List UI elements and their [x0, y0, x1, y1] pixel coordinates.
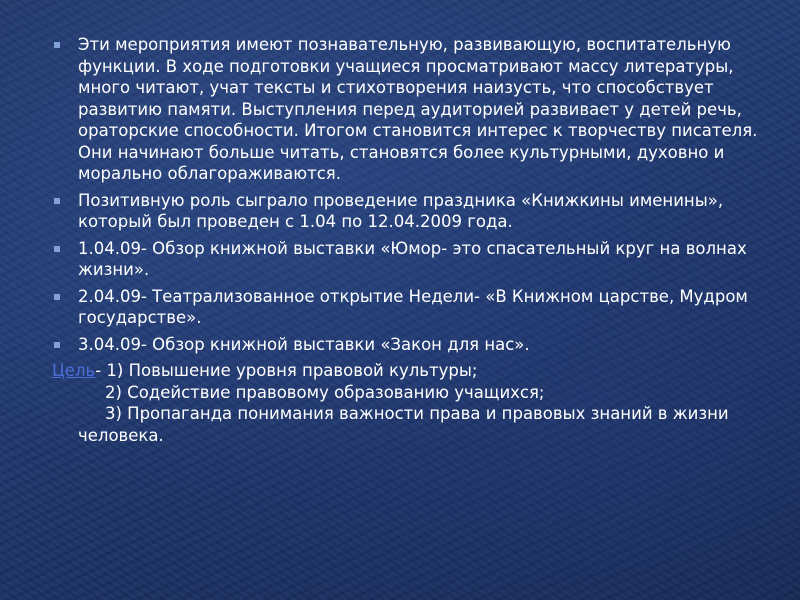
square-bullet-icon	[54, 294, 60, 300]
bullet-text: 2.04.09- Театрализованное открытие Недели- «В Книжном царстве, Мудром государстве».	[78, 286, 748, 327]
goal-text-3: 3) Пропаганда понимания важности права и правовых знаний в жизни человека.	[78, 404, 729, 445]
square-bullet-icon	[54, 42, 60, 48]
goal-line-2: 2) Содействие правовому образованию учащихся;	[105, 382, 545, 402]
bullet-item	[52, 238, 764, 281]
bullet-item	[52, 190, 764, 233]
bullet-text: Эти мероприятия имеют познавательную, развивающую, воспитательную функции. В ходе подготовки учащиеся просматривают массу литературы, много читают, учат тексты и стихотворения наизусть, что способствует развитию памяти. Выступления перед аудиторией развивает у детей речь, ораторские способности. Итогом становится интерес к творчеству писателя. Они начинают больше читать, становятся более культурными, духовно и морально облагораживаются.	[78, 35, 758, 183]
square-bullet-icon	[54, 246, 60, 252]
bullet-item	[52, 286, 764, 329]
goal-line-3	[52, 403, 764, 446]
bullet-item	[52, 34, 764, 185]
goal-text-1: - 1) Повышение уровня правовой культуры;	[95, 361, 478, 380]
goal-link[interactable]: Цель	[52, 361, 96, 380]
bullet-item	[52, 334, 764, 356]
slide-content	[52, 34, 764, 446]
bullet-text: 3.04.09- Обзор книжной выставки «Закон для нас».	[78, 334, 530, 354]
bullet-text: 1.04.09- Обзор книжной выставки «Юмор- это спасательный круг на волнах жизни».	[78, 238, 747, 279]
bullet-text: Позитивную роль сыграло проведение праздника «Книжкины именины», который был проведен с 1.04 по 12.04.2009 года.	[78, 190, 724, 231]
square-bullet-icon	[54, 198, 60, 204]
goal-line-1	[52, 360, 764, 382]
square-bullet-icon	[54, 342, 60, 348]
